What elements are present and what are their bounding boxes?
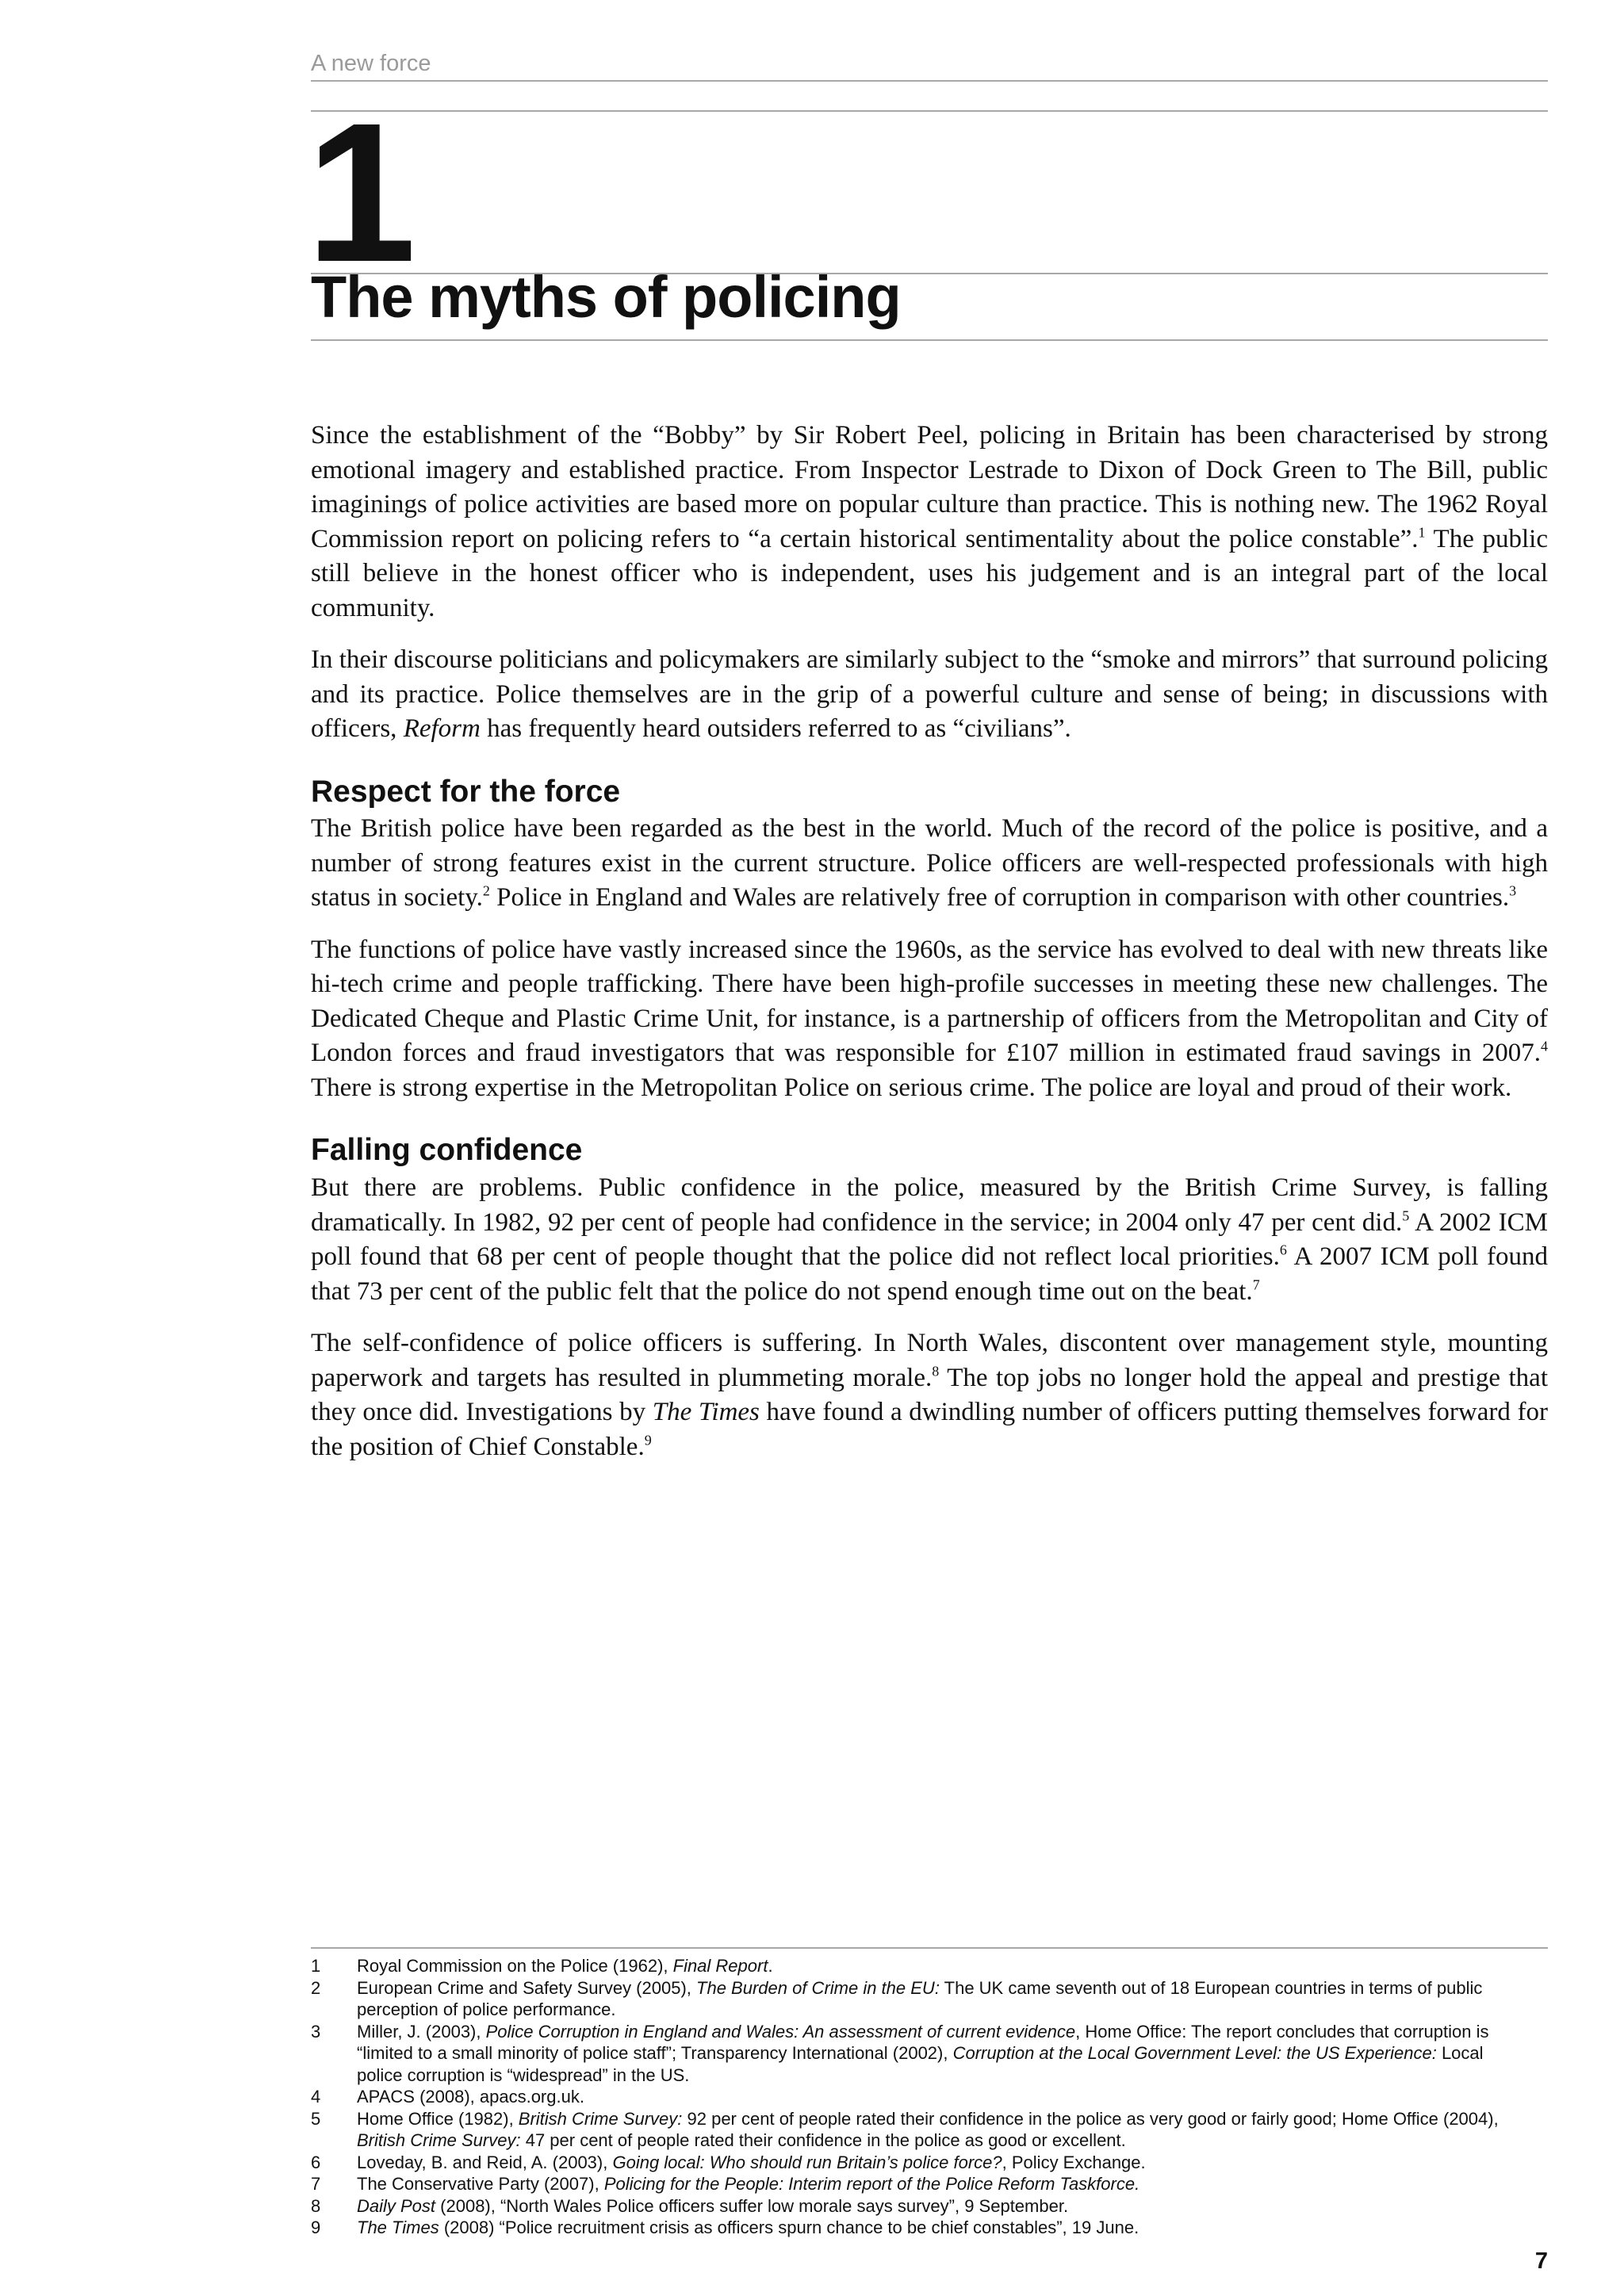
document-page [306, 0, 1549, 2296]
footnote-text: European Crime and Safety Survey (2005), The Burden of Crime in the EU: The UK came seventh out of 18 European countries in terms of public perception of police performance. [357, 1977, 1483, 2019]
footnote-item [311, 2217, 1548, 2239]
footnote-item [311, 2021, 1548, 2087]
running-header: A new force [311, 51, 431, 76]
footnote-number: 5 [311, 2108, 321, 2129]
chapter-title-rule [311, 339, 1548, 341]
footnote-text: Daily Post (2008), “North Wales Police officers suffer low morale says survey”, 9 September. [357, 2195, 1069, 2216]
footnote-number: 8 [311, 2195, 321, 2216]
footnote-item [311, 2173, 1548, 2195]
footnote-item [311, 2152, 1548, 2174]
footnote-number: 3 [311, 2021, 321, 2042]
footnote-number: 7 [311, 2174, 321, 2194]
footnote-number: 6 [311, 2152, 321, 2172]
footnote-ref-7[interactable]: 7 [1252, 1276, 1260, 1293]
footnote-number: 1 [311, 1956, 321, 1976]
footnote-item [311, 2108, 1548, 2152]
page-number: 7 [1534, 2248, 1548, 2274]
chapter-number: 1 [306, 82, 412, 303]
footnote-number: 9 [311, 2218, 321, 2237]
footnote-ref-9[interactable]: 9 [644, 1432, 652, 1448]
footnote-item [311, 2195, 1548, 2218]
header-rule [311, 80, 1548, 82]
footnote-ref-8[interactable]: 8 [932, 1363, 940, 1380]
respect-paragraph-1: The British police have been regarded as the best in the world. Much of the record of the police is positive, and a number of strong features exist in the current structure. Police officers are well-respected professionals with high status in society.$^2$ Police in England and Wales are relatively free of corruption in comparison with other countries.$^3$ [311, 814, 1548, 913]
intro-paragraph-1: Since the establishment of the “Bobby” by Sir Robert Peel, policing in Britain has been characterised by strong emotional imagery and established practice. From Inspector Lestrade to Dixon of Dock Green to The Bill, public imaginings of police activities are based more on popular culture than practice. This is nothing new. The 1962 Royal Commission report on policing refers to “a certain historical sentimentality about the police constable”.$^1$ The public still believe in the honest officer who is independent, uses his judgement and is an integral part of the local community. [311, 421, 1548, 622]
footnote-ref-3[interactable]: 3 [1509, 882, 1517, 899]
footnote-text: The Times (2008) “Police recruitment crisis as officers spurn chance to be chief constables”, 19 June. [357, 2218, 1139, 2237]
falling-paragraph-1: But there are problems. Public confidence in the police, measured by the British Crime Survey, is falling dramatically. In 1982, 92 per cent of people had confidence in the service; in 2004 only 47 per cent did.$^5$ A 2002 ICM poll found that 68 per cent of people thought that the police did not reflect local priorities.$^6$ A 2007 ICM poll found that 73 per cent of the public felt that the police do not spend enough time out on the beat.$^7$ [311, 1173, 1549, 1306]
section-heading-respect: Respect for the force [311, 774, 621, 809]
footnote-text: Royal Commission on the Police (1962), Final Report. [357, 1956, 773, 1976]
footnote-item [311, 2086, 1548, 2108]
section-heading-falling: Falling confidence [311, 1133, 583, 1168]
footnote-ref-4[interactable]: 4 [1541, 1038, 1548, 1054]
footnote-number: 2 [311, 1977, 321, 1998]
falling-paragraph-2: The self-confidence of police officers is suffering. In North Wales, discontent over management style, mounting paperwork and targets has resulted in plummeting morale.$^8$ The top jobs no longer hold the appeal and prestige that they once did. Investigations by The Times have found a dwindling number of officers putting themselves forward for the position of Chief Constable.$^9$ [311, 1329, 1548, 1461]
footnote-text: The Conservative Party (2007), Policing for the People: Interim report of the Police Reform Taskforce. [357, 2174, 1140, 2194]
footnote-ref-6[interactable]: 6 [1279, 1242, 1287, 1258]
footnote-number: 4 [311, 2087, 321, 2107]
chapter-top-rule [311, 110, 1548, 112]
footnote-ref-1[interactable]: 1 [1418, 523, 1426, 540]
respect-paragraph-2: The functions of police have vastly increased since the 1960s, as the service has evolved to deal with new threats like hi-tech crime and people trafficking. There have been high-profile successes in meeting these new challenges. The Dedicated Cheque and Plastic Crime Unit, for instance, is a partnership of officers from the Metropolitan and City of London forces and fraud investigators that was responsible for £107 million in estimated fraud savings in 2007.$^4$ There is strong expertise in the Metropolitan Police on serious crime. The police are loyal and proud of their work. [311, 935, 1548, 1102]
footnote-text: Loveday, B. and Reid, A. (2003), Going local: Who should run Britain’s police force?, Policy Exchange. [357, 2152, 1146, 2172]
chapter-title: The myths of policing [311, 264, 901, 330]
footnotes-rule [311, 1947, 1548, 1949]
footnote-text: Home Office (1982), British Crime Survey: 92 per cent of people rated their confidence in the police as very good or fairly good; Home Office (2004), British Crime Survey: 47 per cent of people rated their confidence in the police as good or excellent. [357, 2108, 1499, 2150]
footnote-ref-2[interactable]: 2 [482, 882, 490, 899]
footnote-item [311, 1977, 1548, 2021]
footnote-text: APACS (2008), apacs.org.uk. [357, 2087, 584, 2107]
footnote-text: Miller, J. (2003), Police Corruption in England and Wales: An assessment of current evidence, Home Office: The report concludes that corruption is “limited to a small minority of police staff”; Transparency International (2002), Corruption at the Local Government Level: the US Experience: Local police corruption is “widespread” in the US. [357, 2021, 1489, 2085]
footnote-item [311, 1955, 1548, 1977]
body-text [311, 419, 1548, 1482]
footnote-ref-5[interactable]: 5 [1402, 1207, 1410, 1224]
footnotes [311, 1955, 1548, 2239]
intro-paragraph-2: In their discourse politicians and policymakers are similarly subject to the “smoke and mirrors” that surround policing and its practice. Police themselves are in the grip of a powerful culture and sense of being; in discussions with officers, Reform has frequently heard outsiders referred to as “civilians”. [311, 645, 1548, 743]
